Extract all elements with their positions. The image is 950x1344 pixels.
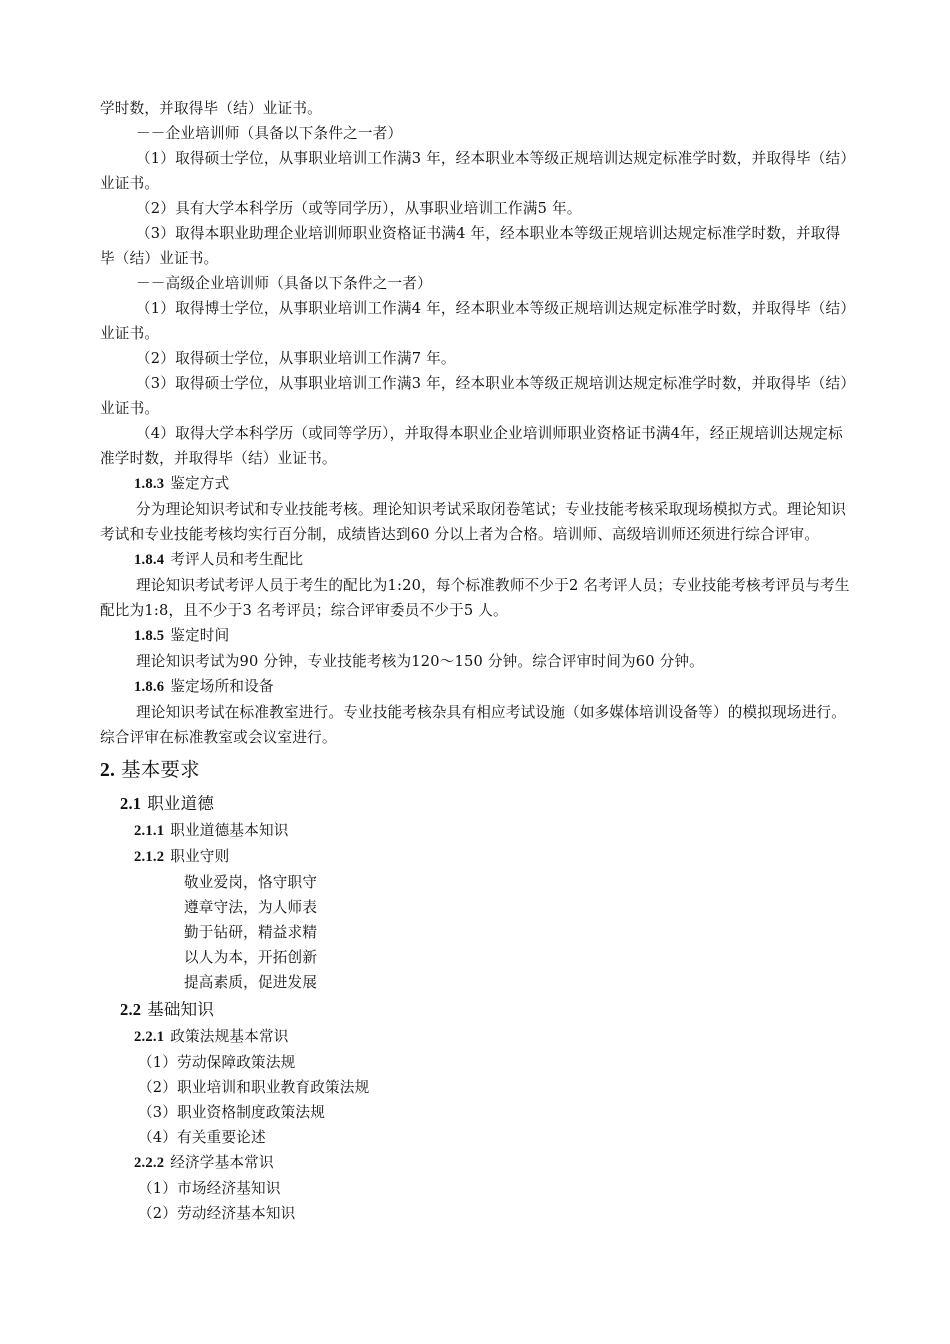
condition-item: （1）取得博士学位，从事职业培训工作满4 年，经本职业本等级正规培训达规定标准学时数，并取得毕（结）业证书。	[100, 300, 848, 342]
section-title: 鉴定时间	[170, 627, 230, 644]
document-page	[100, 96, 855, 1226]
list-item: （4）有关重要论述	[138, 1129, 266, 1146]
section-number: 2.2	[120, 1000, 142, 1019]
code-of-conduct-item: 提高素质，促进发展	[184, 974, 318, 991]
list-item: （2）职业培训和职业教育政策法规	[138, 1079, 370, 1096]
code-of-conduct-item: 勤于钻研，精益求精	[184, 924, 318, 941]
condition-item: （2）取得硕士学位，从事职业培训工作满7 年。	[136, 350, 456, 367]
paragraph: 理论知识考试为90 分钟，专业技能考核为120～150 分钟。综合评审时间为60 分钟。	[136, 653, 704, 670]
code-of-conduct-item: 遵章守法，为人师表	[184, 899, 318, 916]
paragraph: 分为理论知识考试和专业技能考核。理论知识考试采取闭卷笔试；专业技能考核采取现场模拟方式。理论知识考试和专业技能考核均实行百分制，成绩皆达到60 分以上者为合格。培训师、高级培训师还须进行综合评审。	[100, 501, 847, 543]
list-item: （3）职业资格制度政策法规	[138, 1104, 326, 1121]
code-of-conduct-item: 以人为本，开拓创新	[184, 949, 318, 966]
section-heading-2-2-2	[100, 1150, 855, 1176]
code-of-conduct-item: 敬业爱岗，恪守职守	[184, 874, 318, 891]
section-title: 鉴定场所和设备	[170, 678, 274, 695]
list-item: （1）劳动保障政策法规	[138, 1054, 296, 1071]
condition-item: （3）取得本职业助理企业培训师职业资格证书满4 年，经本职业本等级正规培训达规定标准学时数，并取得毕（结）业证书。	[100, 225, 841, 267]
section-number: 1.8.3	[134, 476, 165, 492]
paragraph: 理论知识考试考评人员于考生的配比为1:20，每个标准教师不少于2 名考评人员；专业技能考核考评员与考生配比为1:8，且不少于3 名考评员；综合评审委员不少于5 人。	[100, 577, 850, 619]
section-heading-1-8-6	[100, 674, 855, 700]
section-heading-2-2	[100, 995, 855, 1024]
section-title: 基础知识	[147, 1000, 215, 1019]
section-number: 2.1.2	[134, 849, 165, 865]
section-heading-1-8-4	[100, 547, 855, 573]
condition-item: （4）取得大学本科学历（或同等学历），并取得本职业企业培训师职业资格证书满4年，经正规培训达规定标准学时数，并取得毕（结）业证书。	[100, 425, 843, 467]
paragraph: 学时数，并取得毕（结）业证书。	[100, 100, 322, 117]
list-item: （2）劳动经济基本知识	[138, 1205, 296, 1222]
section-title: 职业守则	[170, 848, 230, 865]
section-title: 经济学基本常识	[170, 1154, 274, 1171]
section-number: 2.2.1	[134, 1029, 165, 1045]
condition-heading-trainer: －－企业培训师（具备以下条件之一者）	[136, 125, 403, 142]
section-heading-2-1	[100, 789, 855, 818]
section-heading-2-1-2	[100, 844, 855, 870]
condition-heading-senior-trainer: －－高级企业培训师（具备以下条件之一者）	[136, 275, 432, 292]
list-item: （1）市场经济基知识	[138, 1180, 281, 1197]
chapter-title: 基本要求	[121, 758, 200, 781]
chapter-number: 2.	[100, 760, 116, 781]
section-title: 职业道德基本知识	[170, 822, 289, 839]
chapter-heading-2	[100, 752, 855, 789]
section-heading-2-1-1	[100, 818, 855, 844]
section-number: 2.1.1	[134, 823, 165, 839]
condition-item: （1）取得硕士学位，从事职业培训工作满3 年，经本职业本等级正规培训达规定标准学时数，并取得毕（结）业证书。	[100, 150, 848, 192]
section-number: 2.2.2	[134, 1155, 165, 1171]
section-number: 1.8.4	[134, 552, 165, 568]
section-number: 1.8.6	[134, 679, 165, 695]
section-number: 1.8.5	[134, 628, 165, 644]
section-title: 职业道德	[147, 794, 215, 813]
section-heading-1-8-3	[100, 471, 855, 497]
section-heading-2-2-1	[100, 1024, 855, 1050]
section-title: 鉴定方式	[170, 475, 230, 492]
condition-item: （3）取得硕士学位，从事职业培训工作满3 年，经本职业本等级正规培训达规定标准学时数，并取得毕（结）业证书。	[100, 375, 848, 417]
section-heading-1-8-5	[100, 623, 855, 649]
section-number: 2.1	[120, 794, 142, 813]
section-title: 考评人员和考生配比	[170, 551, 304, 568]
paragraph: 理论知识考试在标准教室进行。专业技能考核杂具有相应考试设施（如多媒体培训设备等）的模拟现场进行。综合评审在标准教室或会议室进行。	[100, 704, 847, 746]
condition-item: （2）具有大学本科学历（或等同学历），从事职业培训工作满5 年。	[136, 200, 582, 217]
section-title: 政策法规基本常识	[170, 1028, 289, 1045]
